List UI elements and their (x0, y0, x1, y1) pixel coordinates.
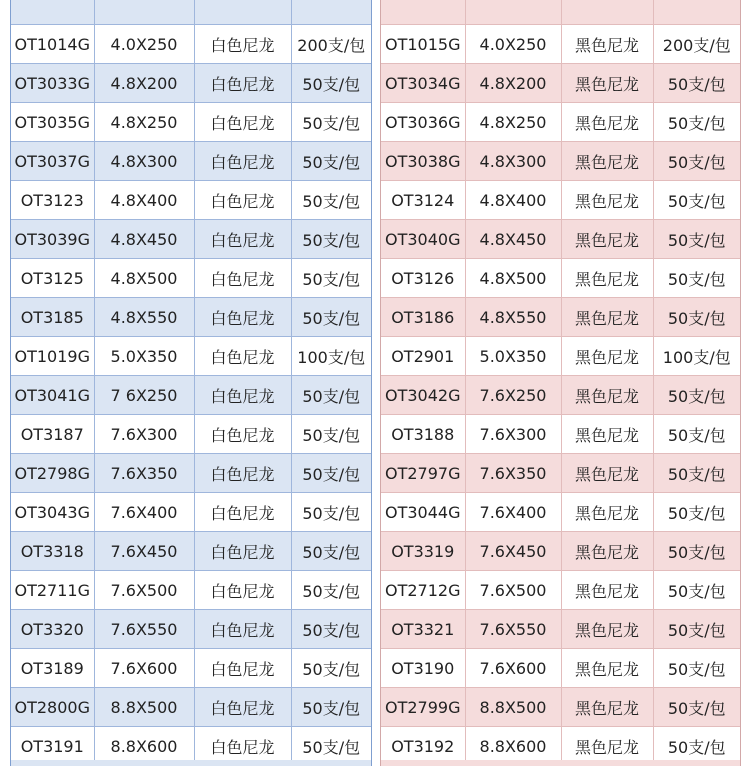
cell-material: 黑色尼龙 (561, 25, 653, 64)
cell-material: 白色尼龙 (194, 64, 291, 103)
cell-material: 黑色尼龙 (561, 298, 653, 337)
cell-size: 4.8X300 (465, 142, 561, 181)
cell-code: OT3321 (381, 610, 465, 649)
cell-material: 黑色尼龙 (561, 103, 653, 142)
cell-pack (653, 0, 740, 25)
cell-pack: 50支/包 (653, 64, 740, 103)
cell-pack: 50支/包 (291, 103, 371, 142)
cell-material: 白色尼龙 (194, 220, 291, 259)
cell-pack: 50支/包 (291, 610, 371, 649)
cell-pack: 50支/包 (653, 727, 740, 766)
table-row (381, 220, 740, 259)
cell-code: OT3186 (381, 298, 465, 337)
cell-pack: 50支/包 (653, 649, 740, 688)
cell-pack: 50支/包 (291, 298, 371, 337)
cell-pack: 50支/包 (653, 610, 740, 649)
cell-code: OT3188 (381, 415, 465, 454)
cell-size: 7.6X250 (465, 376, 561, 415)
cell-code: OT3039G (11, 220, 94, 259)
cell-pack: 50支/包 (653, 220, 740, 259)
table-row (381, 0, 740, 25)
cell-material: 黑色尼龙 (561, 220, 653, 259)
cell-code: OT2799G (381, 688, 465, 727)
cell-pack: 50支/包 (653, 493, 740, 532)
table-row (11, 0, 371, 25)
cell-code: OT3319 (381, 532, 465, 571)
cell-size: 5.0X350 (94, 337, 194, 376)
cell-code (11, 0, 94, 25)
cell-pack: 50支/包 (291, 220, 371, 259)
cell-pack: 200支/包 (291, 25, 371, 64)
table-row (11, 181, 371, 220)
table-row (381, 25, 740, 64)
cell-pack: 50支/包 (291, 376, 371, 415)
table-row (11, 649, 371, 688)
cell-material: 白色尼龙 (194, 610, 291, 649)
cell-pack: 50支/包 (653, 181, 740, 220)
cell-pack: 100支/包 (653, 337, 740, 376)
table-row (11, 25, 371, 64)
cell-material: 黑色尼龙 (561, 493, 653, 532)
cell-pack: 50支/包 (291, 727, 371, 766)
cell-pack: 50支/包 (291, 259, 371, 298)
table-row (11, 454, 371, 493)
cell-pack: 50支/包 (653, 103, 740, 142)
cell-material: 黑色尼龙 (561, 415, 653, 454)
cell-code: OT3187 (11, 415, 94, 454)
table-row (11, 64, 371, 103)
table-row (381, 181, 740, 220)
cell-size: 4.8X250 (94, 103, 194, 142)
cell-pack: 50支/包 (291, 532, 371, 571)
table-row (381, 298, 740, 337)
cell-material: 黑色尼龙 (561, 454, 653, 493)
cell-size: 7.6X500 (94, 571, 194, 610)
cell-material: 白色尼龙 (194, 727, 291, 766)
table-row (11, 298, 371, 337)
cell-material: 白色尼龙 (194, 376, 291, 415)
cell-pack: 50支/包 (653, 415, 740, 454)
cell-material: 黑色尼龙 (561, 376, 653, 415)
cell-material: 黑色尼龙 (561, 259, 653, 298)
cell-size: 4.8X200 (94, 64, 194, 103)
cell-size: 7.6X600 (465, 649, 561, 688)
cell-pack: 50支/包 (291, 454, 371, 493)
table-next-row-edge (381, 760, 740, 766)
cell-material: 白色尼龙 (194, 649, 291, 688)
cell-material: 黑色尼龙 (561, 142, 653, 181)
cell-material: 黑色尼龙 (561, 610, 653, 649)
cell-size: 4.0X250 (94, 25, 194, 64)
cell-material: 黑色尼龙 (561, 571, 653, 610)
cell-material: 黑色尼龙 (561, 649, 653, 688)
cell-pack: 100支/包 (291, 337, 371, 376)
cell-code: OT1019G (11, 337, 94, 376)
cell-pack: 50支/包 (653, 454, 740, 493)
cell-size: 4.8X450 (465, 220, 561, 259)
table-row (381, 259, 740, 298)
cell-material: 白色尼龙 (194, 25, 291, 64)
cell-pack: 50支/包 (291, 688, 371, 727)
table-row (11, 220, 371, 259)
cell-code: OT1015G (381, 25, 465, 64)
table-row (381, 415, 740, 454)
cell-size: 4.0X250 (465, 25, 561, 64)
white-nylon-table-panel (10, 0, 372, 766)
table-row (11, 103, 371, 142)
black-nylon-table-body (381, 0, 740, 766)
cell-size: 4.8X400 (94, 181, 194, 220)
cell-code (381, 0, 465, 25)
cell-code: OT3192 (381, 727, 465, 766)
table-row (11, 571, 371, 610)
cell-size: 4.8X500 (94, 259, 194, 298)
table-row (381, 571, 740, 610)
cell-code: OT3043G (11, 493, 94, 532)
cell-size: 8.8X500 (94, 688, 194, 727)
cell-material (561, 0, 653, 25)
cell-code: OT3126 (381, 259, 465, 298)
cell-material: 白色尼龙 (194, 337, 291, 376)
cell-pack: 50支/包 (653, 571, 740, 610)
cell-size: 4.8X200 (465, 64, 561, 103)
cell-size: 7.6X500 (465, 571, 561, 610)
cell-size: 7.6X450 (465, 532, 561, 571)
cell-code: OT3320 (11, 610, 94, 649)
table-row (381, 649, 740, 688)
cell-material: 白色尼龙 (194, 415, 291, 454)
table-row (381, 454, 740, 493)
table-row (11, 493, 371, 532)
cell-material: 白色尼龙 (194, 454, 291, 493)
cell-code: OT3040G (381, 220, 465, 259)
cell-size: 8.8X600 (94, 727, 194, 766)
cell-code: OT3125 (11, 259, 94, 298)
cell-code: OT3044G (381, 493, 465, 532)
cell-size: 4.8X400 (465, 181, 561, 220)
cell-size: 7.6X400 (465, 493, 561, 532)
cell-size: 7.6X350 (465, 454, 561, 493)
cell-material: 白色尼龙 (194, 532, 291, 571)
cell-pack: 50支/包 (291, 571, 371, 610)
cell-size: 7.6X350 (94, 454, 194, 493)
cell-material: 黑色尼龙 (561, 337, 653, 376)
white-nylon-table-body (11, 0, 371, 766)
table-row (381, 532, 740, 571)
cell-pack: 50支/包 (291, 649, 371, 688)
cell-material: 白色尼龙 (194, 571, 291, 610)
cell-pack: 50支/包 (291, 493, 371, 532)
cell-code: OT3037G (11, 142, 94, 181)
cell-pack: 50支/包 (653, 142, 740, 181)
cell-material: 白色尼龙 (194, 493, 291, 532)
table-row (11, 337, 371, 376)
cell-code: OT3041G (11, 376, 94, 415)
cell-size: 7.6X550 (465, 610, 561, 649)
cell-size: 5.0X350 (465, 337, 561, 376)
cell-size: 7.6X300 (94, 415, 194, 454)
cell-pack: 50支/包 (291, 64, 371, 103)
cell-material: 白色尼龙 (194, 103, 291, 142)
cell-size: 8.8X500 (465, 688, 561, 727)
cell-pack: 50支/包 (653, 688, 740, 727)
cell-pack: 200支/包 (653, 25, 740, 64)
cell-material: 黑色尼龙 (561, 532, 653, 571)
cell-size: 7.6X300 (465, 415, 561, 454)
cell-material: 白色尼龙 (194, 142, 291, 181)
table-row (381, 64, 740, 103)
cell-code: OT3035G (11, 103, 94, 142)
black-nylon-cable-tie-table (381, 0, 740, 766)
cell-material: 黑色尼龙 (561, 727, 653, 766)
table-row (11, 376, 371, 415)
table-row (11, 259, 371, 298)
cell-size (465, 0, 561, 25)
table-row (381, 337, 740, 376)
black-nylon-table-panel (380, 0, 741, 766)
cell-size (94, 0, 194, 25)
table-row (11, 532, 371, 571)
cell-material: 黑色尼龙 (561, 688, 653, 727)
cell-size: 4.8X300 (94, 142, 194, 181)
table-row (11, 610, 371, 649)
cell-code: OT3124 (381, 181, 465, 220)
cell-code: OT3038G (381, 142, 465, 181)
cell-pack: 50支/包 (291, 415, 371, 454)
cell-size: 4.8X550 (94, 298, 194, 337)
cell-size: 7.6X550 (94, 610, 194, 649)
cell-material: 白色尼龙 (194, 259, 291, 298)
table-row (11, 415, 371, 454)
cell-pack: 50支/包 (653, 298, 740, 337)
table-row (381, 688, 740, 727)
cell-code: OT3189 (11, 649, 94, 688)
cell-pack (291, 0, 371, 25)
cell-size: 7 6X250 (94, 376, 194, 415)
cell-pack: 50支/包 (653, 259, 740, 298)
cell-code: OT3033G (11, 64, 94, 103)
cell-code: OT3042G (381, 376, 465, 415)
cell-code: OT3191 (11, 727, 94, 766)
cell-pack: 50支/包 (291, 142, 371, 181)
cell-material (194, 0, 291, 25)
white-nylon-cable-tie-table (11, 0, 371, 766)
table-row (381, 376, 740, 415)
cell-code: OT2800G (11, 688, 94, 727)
cell-code: OT2798G (11, 454, 94, 493)
cell-pack: 50支/包 (653, 376, 740, 415)
cell-code: OT3036G (381, 103, 465, 142)
cell-pack: 50支/包 (291, 181, 371, 220)
cell-code: OT3034G (381, 64, 465, 103)
cell-material: 白色尼龙 (194, 688, 291, 727)
cell-code: OT3185 (11, 298, 94, 337)
table-row (381, 493, 740, 532)
cell-material: 黑色尼龙 (561, 64, 653, 103)
cell-size: 8.8X600 (465, 727, 561, 766)
cell-code: OT3190 (381, 649, 465, 688)
table-row (11, 142, 371, 181)
table-row (381, 103, 740, 142)
cell-code: OT2711G (11, 571, 94, 610)
cell-code: OT2712G (381, 571, 465, 610)
cell-size: 4.8X550 (465, 298, 561, 337)
cell-code: OT1014G (11, 25, 94, 64)
table-next-row-edge (11, 760, 371, 766)
cell-code: OT3123 (11, 181, 94, 220)
cell-size: 4.8X450 (94, 220, 194, 259)
cell-code: OT3318 (11, 532, 94, 571)
table-row (381, 610, 740, 649)
table-row (11, 688, 371, 727)
cell-material: 黑色尼龙 (561, 181, 653, 220)
cell-code: OT2797G (381, 454, 465, 493)
cell-code: OT2901 (381, 337, 465, 376)
table-row (381, 142, 740, 181)
cell-size: 7.6X400 (94, 493, 194, 532)
cell-size: 7.6X450 (94, 532, 194, 571)
cell-size: 4.8X250 (465, 103, 561, 142)
cell-pack: 50支/包 (653, 532, 740, 571)
cell-size: 4.8X500 (465, 259, 561, 298)
cell-size: 7.6X600 (94, 649, 194, 688)
cell-material: 白色尼龙 (194, 298, 291, 337)
cell-material: 白色尼龙 (194, 181, 291, 220)
